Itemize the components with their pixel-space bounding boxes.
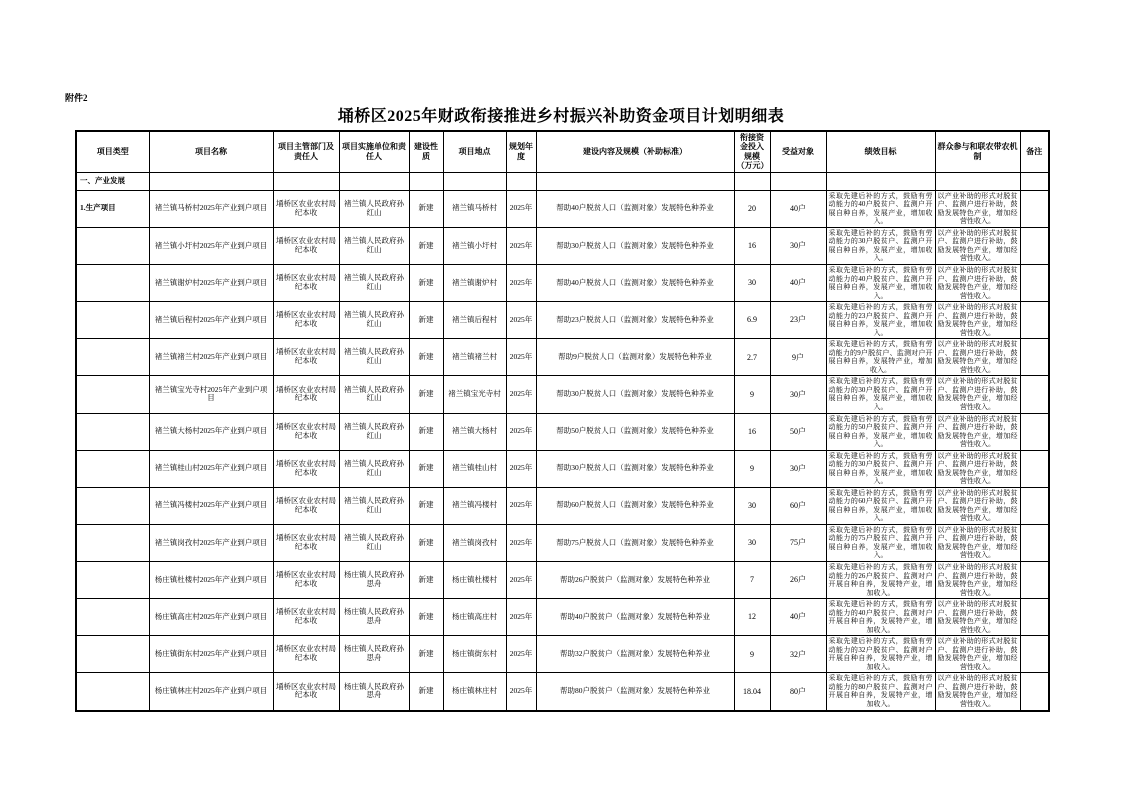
cell-type [76,302,149,339]
cell-content: 帮助9户脱贫人口（监测对象）发展特色种养业 [536,339,734,376]
cell-year: 2025年 [506,190,536,227]
cell-location: 褚兰镇大杨村 [443,413,506,450]
cell-type [76,487,149,524]
cell-nature: 新建 [409,636,443,673]
column-header-9: 受益对象 [770,131,826,172]
section-empty-cell [409,172,443,190]
cell-type [76,636,149,673]
cell-dept: 埇桥区农业农村局纪本收 [273,450,339,487]
cell-impl: 褚兰镇人民政府孙红山 [339,190,409,227]
table-row [76,562,1049,599]
cell-fund: 20 [734,190,770,227]
cell-note [1020,227,1049,264]
cell-year: 2025年 [506,302,536,339]
cell-dept: 埇桥区农业农村局纪本收 [273,376,339,413]
cell-nature: 新建 [409,413,443,450]
cell-content: 帮助40户脱贫人口（监测对象）发展特色种养业 [536,265,734,302]
column-header-7: 建设内容及规模（补助标准） [536,131,734,172]
cell-location: 褚兰镇桂山村 [443,450,506,487]
cell-location: 褚兰镇褚兰村 [443,339,506,376]
cell-dept: 埇桥区农业农村局纪本收 [273,599,339,636]
cell-note [1020,673,1049,711]
table-row [76,376,1049,413]
cell-location: 褚兰镇宝光寺村 [443,376,506,413]
cell-year: 2025年 [506,227,536,264]
cell-fund: 9 [734,636,770,673]
cell-location: 褚兰镇谢炉村 [443,265,506,302]
cell-name: 褚兰镇岗孜村2025年产业到户项目 [149,524,273,561]
cell-year: 2025年 [506,265,536,302]
cell-beneficiary: 30户 [770,450,826,487]
cell-note [1020,524,1049,561]
projects-table [75,130,1050,712]
cell-content: 帮助26户脱贫户（监测对象）发展特色种养业 [536,562,734,599]
cell-content: 帮助75户脱贫人口（监测对象）发展特色种养业 [536,524,734,561]
cell-year: 2025年 [506,599,536,636]
cell-target: 采取先建后补的方式，鼓励有劳动能力的40户脱贫户、监测对户开展自种自养，发展特产业，增加收入。 [826,599,935,636]
cell-location: 褚兰镇小圩村 [443,227,506,264]
table-header-row [76,131,1049,172]
cell-note [1020,265,1049,302]
cell-note [1020,376,1049,413]
cell-note [1020,562,1049,599]
cell-beneficiary: 40户 [770,599,826,636]
cell-target: 采取先建后补的方式，鼓励有劳动能力的30户脱贫户、监测户开展自种自养，发展产业，增加收入。 [826,376,935,413]
cell-beneficiary: 40户 [770,190,826,227]
cell-beneficiary: 30户 [770,227,826,264]
cell-dept: 埇桥区农业农村局纪本收 [273,636,339,673]
cell-target: 采取先建后补的方式，鼓励有劳动能力的50户脱贫户、监测户开展自种自养，发展产业，增加收入。 [826,413,935,450]
cell-content: 帮助80户脱贫户（监测对象）发展特色种养业 [536,673,734,711]
cell-name: 褚兰镇小圩村2025年产业到户项目 [149,227,273,264]
cell-beneficiary: 40户 [770,265,826,302]
cell-year: 2025年 [506,376,536,413]
cell-beneficiary: 60户 [770,487,826,524]
column-header-1: 项目名称 [149,131,273,172]
cell-impl: 杨庄镇人民政府孙思舟 [339,562,409,599]
table-row [76,190,1049,227]
cell-dept: 埇桥区农业农村局纪本收 [273,227,339,264]
cell-name: 褚兰镇桂山村2025年产业到户项目 [149,450,273,487]
table-row [76,524,1049,561]
cell-mechanism: 以产业补助的形式对脱贫户、监测户进行补助，鼓励发展特色产业，增加经营性收入。 [935,450,1020,487]
cell-nature: 新建 [409,339,443,376]
cell-dept: 埇桥区农业农村局纪本收 [273,562,339,599]
table-row [76,599,1049,636]
cell-year: 2025年 [506,487,536,524]
cell-impl: 褚兰镇人民政府孙红山 [339,450,409,487]
cell-type [76,562,149,599]
cell-year: 2025年 [506,524,536,561]
cell-location: 褚兰镇冯楼村 [443,487,506,524]
cell-beneficiary: 9户 [770,339,826,376]
section-empty-cell [536,172,734,190]
cell-target: 采取先建后补的方式，鼓励有劳动能力的80户脱贫户、监测对户开展自种自养，发展特产业，增加收入。 [826,673,935,711]
cell-name: 褚兰镇后程村2025年产业到户项目 [149,302,273,339]
cell-impl: 杨庄镇人民政府孙思舟 [339,636,409,673]
cell-beneficiary: 32户 [770,636,826,673]
cell-fund: 6.9 [734,302,770,339]
cell-type [76,376,149,413]
cell-fund: 30 [734,487,770,524]
cell-mechanism: 以产业补助的形式对脱贫户、监测户进行补助，鼓励发展特色产业，增加经营性收入。 [935,265,1020,302]
cell-content: 帮助30户脱贫人口（监测对象）发展特色种养业 [536,376,734,413]
cell-target: 采取先建后补的方式，鼓励有劳动能力的32户脱贫户、监测对户开展自种自养，发展特产业，增加收入。 [826,636,935,673]
cell-year: 2025年 [506,339,536,376]
cell-name: 褚兰镇宝光寺村2025年产业到户项目 [149,376,273,413]
cell-location: 杨庄镇杜楼村 [443,562,506,599]
cell-note [1020,636,1049,673]
cell-name: 褚兰镇马桥村2025年产业到户项目 [149,190,273,227]
cell-target: 采取先建后补的方式，鼓励有劳动能力的26户脱贫户、监测对户开展自种自养，发展特产业，增加收入。 [826,562,935,599]
cell-type [76,227,149,264]
cell-dept: 埇桥区农业农村局纪本收 [273,487,339,524]
cell-nature: 新建 [409,265,443,302]
cell-year: 2025年 [506,673,536,711]
cell-type [76,450,149,487]
cell-type [76,265,149,302]
cell-dept: 埇桥区农业农村局纪本收 [273,302,339,339]
cell-location: 杨庄镇高庄村 [443,599,506,636]
column-header-4: 建设性质 [409,131,443,172]
cell-mechanism: 以产业补助的形式对脱贫户、监测户进行补助，鼓励发展特色产业，增加经营性收入。 [935,636,1020,673]
column-header-11: 群众参与和联农带农机制 [935,131,1020,172]
cell-mechanism: 以产业补助的形式对脱贫户、监测户进行补助，鼓励发展特色产业，增加经营性收入。 [935,487,1020,524]
cell-note [1020,599,1049,636]
cell-location: 杨庄镇街东村 [443,636,506,673]
cell-content: 帮助32户脱贫户（监测对象）发展特色种养业 [536,636,734,673]
cell-beneficiary: 23户 [770,302,826,339]
section-empty-cell [339,172,409,190]
cell-mechanism: 以产业补助的形式对脱贫户、监测户进行补助，鼓励发展特色产业，增加经营性收入。 [935,302,1020,339]
cell-beneficiary: 75户 [770,524,826,561]
table-row [76,450,1049,487]
page-title: 埇桥区2025年财政衔接推进乡村振兴补助资金项目计划明细表 [337,108,785,125]
cell-note [1020,190,1049,227]
cell-dept: 埇桥区农业农村局纪本收 [273,673,339,711]
cell-target: 采取先建后补的方式，鼓励有劳动能力的40户脱贫户、监测户开展自种自养，发展产业，增加收入。 [826,265,935,302]
cell-note [1020,487,1049,524]
cell-impl: 褚兰镇人民政府孙红山 [339,376,409,413]
section-label: 一、产业发展 [76,172,149,190]
section-empty-cell [443,172,506,190]
cell-note [1020,450,1049,487]
cell-mechanism: 以产业补助的形式对脱贫户、监测户进行补助，鼓励发展特色产业，增加经营性收入。 [935,190,1020,227]
cell-beneficiary: 50户 [770,413,826,450]
section-empty-cell [273,172,339,190]
cell-fund: 30 [734,524,770,561]
cell-dept: 埇桥区农业农村局纪本收 [273,190,339,227]
cell-content: 帮助40户脱贫户（监测对象）发展特色种养业 [536,599,734,636]
cell-content: 帮助30户脱贫人口（监测对象）发展特色种养业 [536,450,734,487]
section-empty-cell [935,172,1020,190]
cell-year: 2025年 [506,450,536,487]
cell-fund: 7 [734,562,770,599]
cell-mechanism: 以产业补助的形式对脱贫户、监测户进行补助，鼓励发展特色产业，增加经营性收入。 [935,524,1020,561]
cell-fund: 16 [734,227,770,264]
section-empty-cell [1020,172,1049,190]
cell-note [1020,413,1049,450]
cell-location: 褚兰镇岗孜村 [443,524,506,561]
cell-nature: 新建 [409,302,443,339]
attachment-label: 附件2 [65,93,88,103]
cell-type [76,673,149,711]
cell-fund: 2.7 [734,339,770,376]
table-row [76,302,1049,339]
cell-nature: 新建 [409,599,443,636]
section-row [76,172,1049,190]
table-row [76,487,1049,524]
column-header-5: 项目地点 [443,131,506,172]
cell-fund: 12 [734,599,770,636]
section-empty-cell [734,172,770,190]
cell-content: 帮助23户脱贫人口（监测对象）发展特色种养业 [536,302,734,339]
cell-impl: 褚兰镇人民政府孙红山 [339,265,409,302]
cell-nature: 新建 [409,376,443,413]
column-header-2: 项目主管部门及责任人 [273,131,339,172]
column-header-8: 衔接资金投入规模（万元） [734,131,770,172]
cell-note [1020,302,1049,339]
cell-note [1020,339,1049,376]
cell-nature: 新建 [409,227,443,264]
table-row [76,339,1049,376]
cell-target: 采取先建后补的方式，鼓励有劳动能力的60户脱贫户、监测户开展自种自养，发展产业，增加收入。 [826,487,935,524]
cell-mechanism: 以产业补助的形式对脱贫户、监测户进行补助，鼓励发展特色产业，增加经营性收入。 [935,227,1020,264]
cell-nature: 新建 [409,562,443,599]
table-row [76,265,1049,302]
section-empty-cell [506,172,536,190]
cell-dept: 埇桥区农业农村局纪本收 [273,265,339,302]
cell-fund: 9 [734,376,770,413]
cell-name: 褚兰镇谢炉村2025年产业到户项目 [149,265,273,302]
cell-name: 褚兰镇褚兰村2025年产业到户项目 [149,339,273,376]
cell-name: 褚兰镇大杨村2025年产业到户项目 [149,413,273,450]
cell-beneficiary: 26户 [770,562,826,599]
cell-impl: 褚兰镇人民政府孙红山 [339,413,409,450]
cell-fund: 30 [734,265,770,302]
cell-nature: 新建 [409,450,443,487]
cell-year: 2025年 [506,413,536,450]
cell-mechanism: 以产业补助的形式对脱贫户、监测户进行补助，鼓励发展特色产业，增加经营性收入。 [935,339,1020,376]
cell-nature: 新建 [409,190,443,227]
cell-type [76,524,149,561]
cell-mechanism: 以产业补助的形式对脱贫户、监测户进行补助，鼓励发展特色产业，增加经营性收入。 [935,599,1020,636]
cell-dept: 埇桥区农业农村局纪本收 [273,339,339,376]
section-empty-cell [826,172,935,190]
cell-content: 帮助60户脱贫人口（监测对象）发展特色种养业 [536,487,734,524]
cell-dept: 埇桥区农业农村局纪本收 [273,413,339,450]
cell-mechanism: 以产业补助的形式对脱贫户、监测户进行补助，鼓励发展特色产业，增加经营性收入。 [935,376,1020,413]
cell-content: 帮助30户脱贫人口（监测对象）发展特色种养业 [536,227,734,264]
cell-name: 杨庄镇林庄村2025年产业到户项目 [149,673,273,711]
table-row [76,673,1049,711]
cell-impl: 褚兰镇人民政府孙红山 [339,487,409,524]
cell-fund: 16 [734,413,770,450]
cell-type: 1.生产项目 [76,190,149,227]
cell-content: 帮助40户脱贫人口（监测对象）发展特色种养业 [536,190,734,227]
column-header-10: 绩效目标 [826,131,935,172]
cell-impl: 褚兰镇人民政府孙红山 [339,524,409,561]
cell-fund: 18.04 [734,673,770,711]
cell-impl: 褚兰镇人民政府孙红山 [339,227,409,264]
cell-nature: 新建 [409,673,443,711]
table-row [76,636,1049,673]
cell-location: 杨庄镇林庄村 [443,673,506,711]
table-row [76,413,1049,450]
cell-year: 2025年 [506,636,536,673]
cell-target: 采取先建后补的方式，鼓励有劳动能力的30户脱贫户、监测户开展自种自养，发展产业，增加收入。 [826,450,935,487]
column-header-3: 项目实施单位和责任人 [339,131,409,172]
cell-target: 采取先建后补的方式，鼓励有劳动能力的30户脱贫户、监测户开展自种自养，发展产业，增加收入。 [826,227,935,264]
column-header-6: 规划年度 [506,131,536,172]
cell-nature: 新建 [409,487,443,524]
cell-beneficiary: 30户 [770,376,826,413]
section-empty-cell [770,172,826,190]
section-empty-cell [149,172,273,190]
cell-name: 杨庄镇杜楼村2025年产业到户项目 [149,562,273,599]
cell-dept: 埇桥区农业农村局纪本收 [273,524,339,561]
cell-fund: 9 [734,450,770,487]
cell-mechanism: 以产业补助的形式对脱贫户、监测户进行补助，鼓励发展特色产业，增加经营性收入。 [935,562,1020,599]
cell-beneficiary: 80户 [770,673,826,711]
cell-impl: 杨庄镇人民政府孙思舟 [339,599,409,636]
column-header-0: 项目类型 [76,131,149,172]
cell-type [76,599,149,636]
column-header-12: 备注 [1020,131,1049,172]
cell-location: 褚兰镇后程村 [443,302,506,339]
cell-impl: 褚兰镇人民政府孙红山 [339,302,409,339]
cell-target: 采取先建后补的方式，鼓励有劳动能力的40户脱贫户、监测户开展自种自养，发展产业，增加收入。 [826,190,935,227]
cell-location: 褚兰镇马桥村 [443,190,506,227]
cell-impl: 褚兰镇人民政府孙红山 [339,339,409,376]
cell-type [76,339,149,376]
cell-target: 采取先建后补的方式，鼓励有劳动能力的9户脱贫户、监测对户开展自种自养，发展特产业，增加收入。 [826,339,935,376]
cell-mechanism: 以产业补助的形式对脱贫户、监测户进行补助，鼓励发展特色产业，增加经营性收入。 [935,413,1020,450]
cell-year: 2025年 [506,562,536,599]
cell-impl: 杨庄镇人民政府孙思舟 [339,673,409,711]
cell-content: 帮助50户脱贫人口（监测对象）发展特色种养业 [536,413,734,450]
cell-type [76,413,149,450]
cell-mechanism: 以产业补助的形式对脱贫户、监测户进行补助，鼓励发展特色产业，增加经营性收入。 [935,673,1020,711]
cell-name: 褚兰镇冯楼村2025年产业到户项目 [149,487,273,524]
cell-target: 采取先建后补的方式，鼓励有劳动能力的75户脱贫户、监测户开展自种自养，发展产业，增加收入。 [826,524,935,561]
cell-name: 杨庄镇高庄村2025年产业到户项目 [149,599,273,636]
cell-nature: 新建 [409,524,443,561]
cell-name: 杨庄镇街东村2025年产业到户项目 [149,636,273,673]
table-row [76,227,1049,264]
cell-target: 采取先建后补的方式，鼓励有劳动能力的23户脱贫户、监测户开展自种自养，发展产业，增加收入。 [826,302,935,339]
